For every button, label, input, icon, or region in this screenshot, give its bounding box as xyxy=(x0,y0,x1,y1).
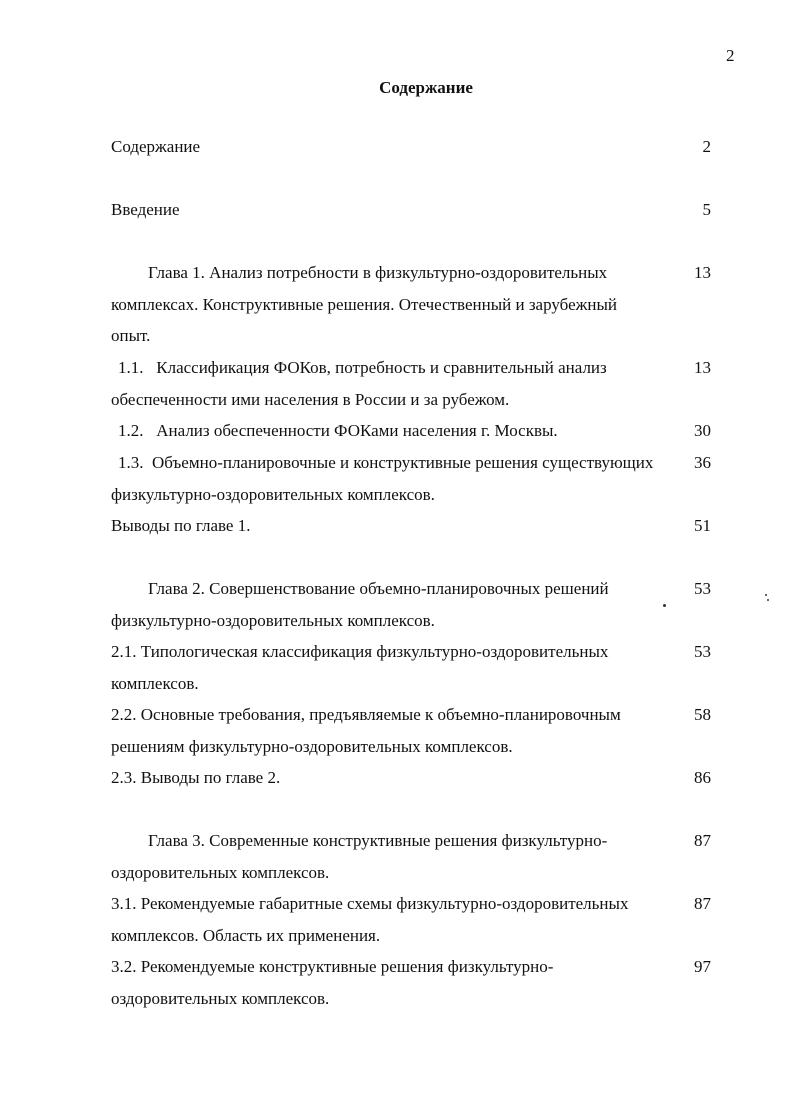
toc-entry-page: 87 xyxy=(694,894,711,913)
toc-entry-chapter xyxy=(111,257,711,352)
toc-entry xyxy=(111,131,711,163)
toc-entry-text: Глава 2. Совершенствование объемно-планировочных решений физкультурно-оздоровительных комплексов. xyxy=(111,579,609,630)
toc-entry-text: Содержание xyxy=(111,137,201,156)
toc-entry-page: 51 xyxy=(694,516,711,535)
toc-entry-text: Глава 1. Анализ потребности в физкультурно-оздоровительных комплексах. Конструктивные решения. Отечественный и зарубежный опыт. xyxy=(111,263,617,345)
toc-entry-text: Введение xyxy=(111,200,180,219)
toc-entry-text: 2.3. Выводы по главе 2. xyxy=(111,768,281,787)
toc-entry-text: 1.1. Классификация ФОКов, потребность и сравнительный анализ обеспеченности ими населения в России и за рубежом. xyxy=(111,358,607,409)
toc-entry-text: 1.2. Анализ обеспеченности ФОКами населения г. Москвы. xyxy=(118,421,558,440)
toc-entry-chapter xyxy=(111,573,711,636)
toc-entry xyxy=(111,415,711,447)
toc-entry-page: 58 xyxy=(694,705,711,724)
toc-entry-chapter xyxy=(111,825,711,888)
toc-entry xyxy=(111,447,711,510)
scan-speck xyxy=(767,599,769,601)
toc-entry xyxy=(111,699,711,762)
toc-entry-text: Глава 3. Современные конструктивные решения физкультурно-оздоровительных комплексов. xyxy=(111,831,608,882)
toc-entry-page: 36 xyxy=(694,453,711,472)
toc-entry-page: 53 xyxy=(694,642,711,661)
toc-entry-page: 87 xyxy=(694,831,711,850)
toc-entry xyxy=(111,951,711,1014)
toc-entry-text: 2.1. Типологическая классификация физкультурно-оздоровительных комплексов. xyxy=(111,642,609,693)
toc-entry xyxy=(111,194,711,226)
toc-entry-page: 53 xyxy=(694,579,711,598)
toc-entry-page: 5 xyxy=(702,200,711,219)
toc-entry xyxy=(111,888,711,951)
scan-speck xyxy=(663,604,666,607)
toc-entry-text: 2.2. Основные требования, предъявляемые к объемно-планировочным решениям физкультурно-оздоровительных комплексов. xyxy=(111,705,621,756)
toc-entry-page: 30 xyxy=(694,421,711,440)
toc-entry-page: 86 xyxy=(694,768,711,787)
toc-entry-text: 3.2. Рекомендуемые конструктивные решения физкультурно-оздоровительных комплексов. xyxy=(111,957,554,1008)
toc-entry-text: 1.3. Объемно-планировочные и конструктивные решения существующих физкультурно-оздоровительных комплексов. xyxy=(111,453,654,504)
toc-entry-page: 13 xyxy=(694,263,711,282)
toc-entry xyxy=(111,636,711,699)
page-title: Содержание xyxy=(379,78,473,97)
toc-entry xyxy=(111,762,711,794)
toc-entry-text: Выводы по главе 1. xyxy=(111,516,251,535)
toc-entry-page: 97 xyxy=(694,957,711,976)
toc-entry xyxy=(111,352,711,415)
toc-entry-page: 13 xyxy=(694,358,711,377)
toc-entry-page: 2 xyxy=(702,137,711,156)
toc-entry xyxy=(111,510,711,542)
page-number: 2 xyxy=(726,46,735,65)
scan-speck xyxy=(765,594,767,596)
toc-entry-text: 3.1. Рекомендуемые габаритные схемы физкультурно-оздоровительных комплексов. Область их применения. xyxy=(111,894,629,945)
